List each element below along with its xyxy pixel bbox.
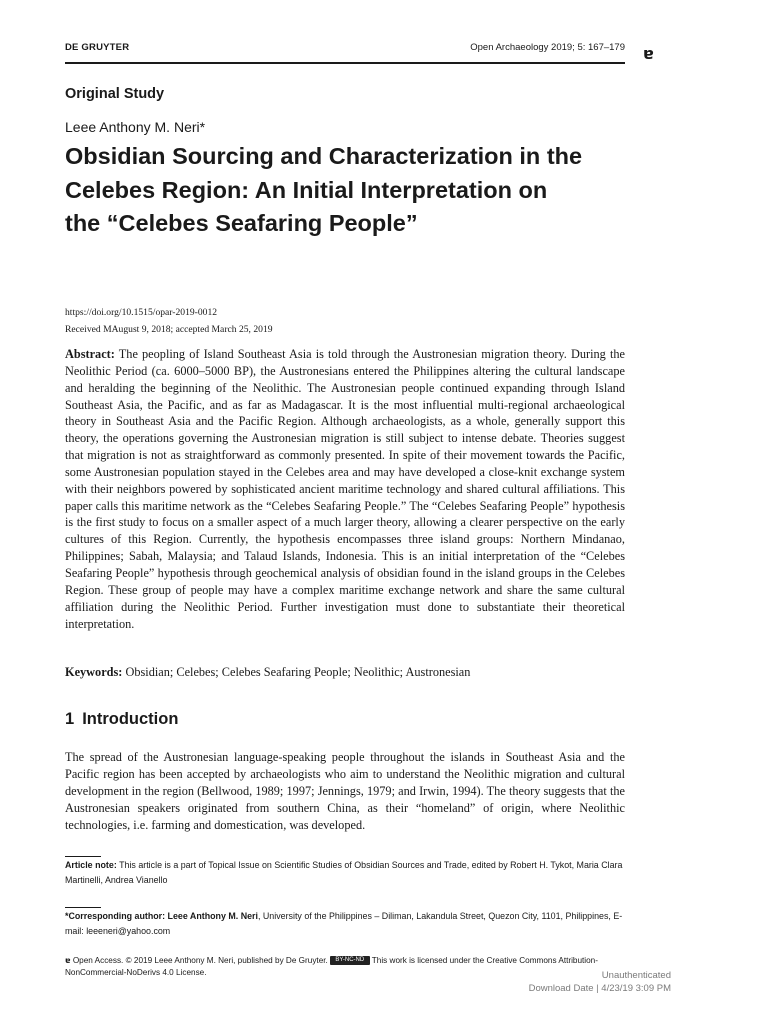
section-heading-introduction: [65, 710, 178, 729]
abstract-text: The peopling of Island Southeast Asia is told through the Austronesian migration theory. During the Neolithic Period (ca. 6000–5000 BP), the Austronesians entered the Philippines altering the cultural landscape and heralding the beginning of the Neolithic. The Austronesian people continued expanding through Island Southeast Asia, the Pacific, and as far as Madagascar. It is the most influential multi-regional archaeological theory in Southeast Asia and the Pacific Region. Although archaeologists, as a whole, generally support this theory, the operations governing the Austronesian migration is still subject to intense debate. Theories suggest that migration is not as straightforward as commonly presented. In spite of their movement towards the Pacific, some Austronesian population stayed in the Celebes area and may have developed a close-knit exchange system with their neighbors powered by sophisticated ancient maritime technology and shared cultural affiliations. This paper calls this maritime network as the “Celebes Seafaring People.” The “Celebes Seafaring People” hypothesis is the first study to focus on a smaller aspect of a much larger theory, allowing a clearer perspective on the early cultures of this Region. Currently, the hypothesis encompasses three island groups: Northern Mindanao, Philippines; Sabah, Malaysia; and Talaud Islands, Indonesia. This is an initial interpretation of the “Celebes Seafaring People” hypothesis through geochemical analysis of obsidian found in the island groups in the Celebes Region. These group of people may have a complex maritime exchange network and share the same cultural affiliation during the Neolithic Period. Further investigation must done to substantiate their theoretical interpretation.: [65, 347, 625, 631]
running-header: [65, 42, 625, 64]
footnote-rule: [65, 856, 101, 857]
license-text-after: This work is licensed under the Creative Commons Attribution-NonCommercial-NoDerivs 4.0 License.: [65, 956, 598, 977]
corresponding-author-text: , University of the Philippines – Diliman, Lakandula Street, Quezon City, 1101, Philippines, E-mail: leeeneri@yahoo.com: [65, 911, 623, 936]
doi-link[interactable]: https://doi.org/10.1515/opar-2019-0012: [65, 307, 218, 318]
abstract-label: Abstract:: [65, 347, 115, 361]
watermark-line-1: Unauthenticated: [601, 970, 671, 981]
cc-license-badge[interactable]: BY-NC-ND: [330, 956, 370, 965]
article-note: [65, 858, 625, 888]
article-note-label: Article note:: [65, 860, 117, 870]
received-accepted-dates: Received MAugust 9, 2018; accepted March 25, 2019: [65, 324, 273, 335]
article-note-text: This article is a part of Topical Issue on Scientific Studies of Obsidian Sources and Trade, edited by Robert H. Tykot, Maria Clara Martinelli, Andrea Vianello: [65, 860, 623, 885]
section-title: Introduction: [82, 710, 179, 728]
article-type: Original Study: [65, 86, 165, 102]
keywords: [65, 665, 470, 680]
publisher-name: DE GRUYTER: [65, 42, 130, 53]
watermark-line-2: Download Date | 4/23/19 3:09 PM: [528, 983, 671, 994]
download-watermark: [529, 969, 671, 995]
footnote-rule: [65, 907, 101, 908]
open-access-icon: ɐ: [643, 44, 654, 63]
keywords-label: Keywords:: [65, 665, 123, 679]
corresponding-author-note: [65, 909, 625, 939]
open-access-icon: ɐ: [65, 955, 71, 965]
article-title: Obsidian Sourcing and Characterization in the Celebes Region: An Initial Interpretation on the “Celebes Seafaring People”: [65, 143, 583, 236]
journal-citation: Open Archaeology 2019; 5: 167–179: [470, 42, 625, 53]
corresponding-author-label: *Corresponding author: Leee Anthony M. Neri: [65, 911, 258, 921]
introduction-paragraph: The spread of the Austronesian language-speaking people throughout the islands in Southeast Asia and the Pacific region has been accepted by archaeologists who aim to understand the Neolithic migration and cultural development in the region (Bellwood, 1989; 1997; Jennings, 1979; and Irwin, 1994). The theory suggests that the Austronesian speakers originated from southern China, as their “homeland” of origin, where Neolithic technologies, i.e. farming and domestication, was developed.: [65, 750, 625, 832]
abstract: [65, 346, 625, 632]
author-name: Leee Anthony M. Neri*: [65, 119, 206, 135]
section-number: 1: [65, 710, 75, 728]
license-text-before: Open Access. © 2019 Leee Anthony M. Neri, published by De Gruyter.: [72, 956, 328, 965]
keywords-text: Obsidian; Celebes; Celebes Seafaring People; Neolithic; Austronesian: [125, 665, 471, 679]
